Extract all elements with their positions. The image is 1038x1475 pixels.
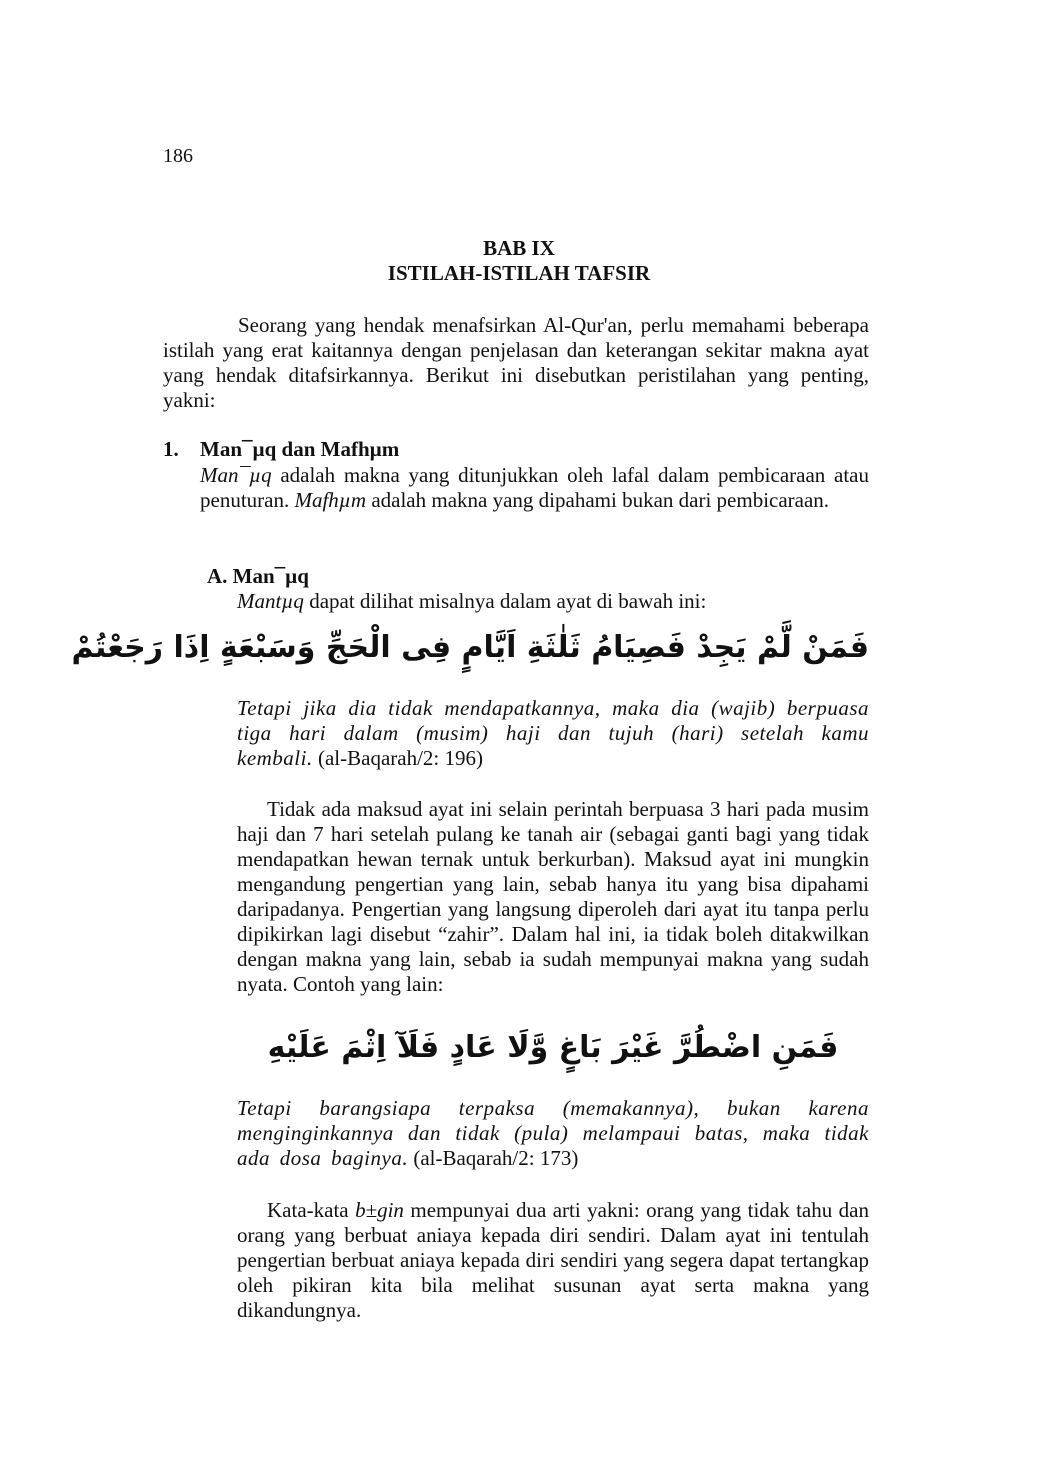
chapter-title: ISTILAH-ISTILAH TAFSIR [387, 261, 651, 285]
closing-prefix: Kata-kata [267, 1198, 356, 1222]
definition-paragraph [200, 463, 869, 513]
verse-1-translation-text: Tetapi jika dia tidak mendapatkannya, maka dia (wajib) berpuasa tiga hari dalam (musim) haji dan tujuh (hari) setelah kamu kembali. [237, 696, 869, 770]
verse-2-arabic: فَمَنِ اضْطُرَّ غَيْرَ بَاغٍ وَّلَا عَادٍ فَلَآ اِثْمَ عَلَيْهِ [267, 1030, 839, 1065]
term-mafhum: Mafhµm [294, 488, 367, 512]
verse-1-arabic: فَمَنْ لَّمْ يَجِدْ فَصِيَامُ ثَلٰثَةِ اَيَّامٍ فِى الْحَجِّ وَسَبْعَةٍ اِذَا رَجَعْتُمْ [71, 630, 869, 665]
subsection-heading: A. Man¯µq [207, 564, 309, 588]
verse-1-translation [237, 696, 869, 771]
term-mantuq-intro: Mantµq [237, 589, 304, 613]
verse-2-translation [237, 1096, 869, 1171]
verse-2-reference: (al-Baqarah/2: 173) [408, 1146, 579, 1170]
definition-text-1: adalah makna yang ditunjukkan oleh lafal dalam pembicaraan atau penuturan. [200, 463, 869, 512]
term-mantuq: Man¯µq [200, 463, 272, 487]
page-number: 186 [163, 145, 193, 167]
subsection-intro [237, 589, 877, 614]
definition-text-2: adalah makna yang dipahami bukan dari pembicaraan. [366, 488, 830, 512]
intro-paragraph: Seorang yang hendak menafsirkan Al-Qur'an, perlu memahami beberapa istilah yang erat kaitannya dengan penjelasan dan keterangan sekitar makna ayat yang hendak ditafsirkannya. Berikut ini disebutkan peristilahan yang penting, yakni: [163, 313, 869, 412]
section-heading: Man¯µq dan Mafhµm [200, 437, 400, 461]
closing-paragraph [237, 1198, 869, 1323]
closing-text: mempunyai dua arti yakni: orang yang tidak tahu dan orang yang berbuat aniaya kepada diri sendiri. Dalam ayat ini tentulah pengertian berbuat aniaya kepada diri sendiri yang segera dapat tertangkap oleh pikiran kita bila melihat susunan ayat serta makna yang dikandungnya. [237, 1198, 869, 1322]
section-number: 1. [163, 437, 179, 461]
term-bagin: b±gin [355, 1198, 404, 1222]
verse-2-translation-text: Tetapi barangsiapa terpaksa (memakannya), bukan karena menginginkannya dan tidak (pula) melampaui batas, maka tidak ada dosa baginya. [237, 1096, 869, 1170]
explanation-paragraph: Tidak ada maksud ayat ini selain perintah berpuasa 3 hari pada musim haji dan 7 hari setelah pulang ke tanah air (sebagai ganti bagi yang tidak mendapatkan hewan ternak untuk berkurban). Maksud ayat ini mungkin mengandung pengertian yang lain, sebab hanya itu yang bisa dipahami daripadanya. Pengertian yang langsung diperoleh dari ayat itu tanpa perlu dipikirkan lagi disebut “zahir”. Dalam hal ini, ia tidak boleh ditakwilkan dengan makna yang lain, sebab ia sudah mempunyai makna yang sudah nyata. Contoh yang lain: [237, 797, 869, 996]
subsection-intro-text: dapat dilihat misalnya dalam ayat di bawah ini: [303, 589, 707, 613]
verse-1-reference: (al-Baqarah/2: 196) [312, 746, 484, 770]
chapter-label: BAB IX [483, 236, 555, 260]
